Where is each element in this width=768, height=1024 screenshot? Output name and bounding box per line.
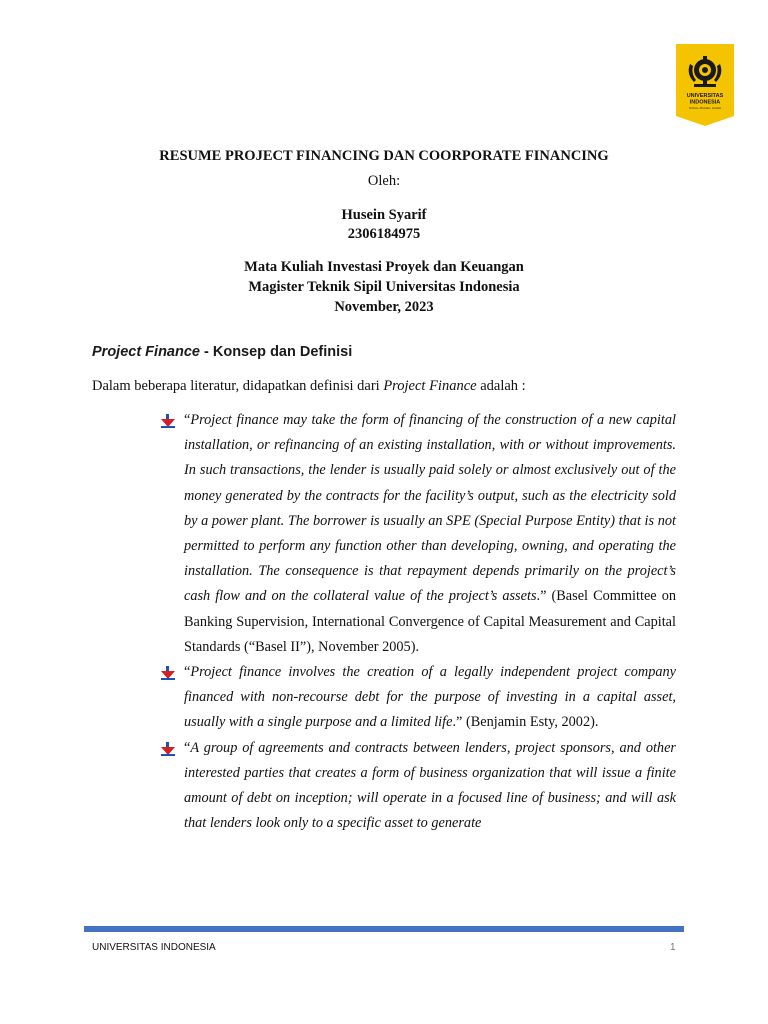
author-block	[0, 206, 768, 244]
quote-open: “	[184, 664, 191, 681]
list-item	[160, 408, 676, 660]
university-logo	[676, 44, 734, 126]
author-name: Husein Syarif	[341, 207, 427, 223]
definition-list	[160, 408, 676, 836]
quote-text: A group of agreements and contracts between lenders, project sponsors, and other interested parties that creates a form of business organization that will issue a finite amount of debt on inception; will operate in a focused line of business; and will ask that lenders look only to a specific asset to generate	[184, 739, 676, 832]
makara-seal-icon	[676, 44, 734, 126]
section-heading	[92, 344, 352, 360]
quote-open: “	[184, 412, 191, 428]
arrow-bullet-icon	[160, 741, 176, 757]
course-name: Mata Kuliah Investasi Proyek dan Keuangan	[244, 259, 524, 275]
footer-divider	[84, 926, 684, 932]
logo-name: UNIVERSITAS	[686, 93, 724, 99]
by-label: Oleh:	[367, 173, 401, 189]
page-number: 1	[670, 942, 676, 953]
quote-open: “	[184, 739, 191, 756]
document-title: RESUME PROJECT FINANCING DAN COORPORATE FINANCING	[159, 148, 609, 164]
arrow-bullet-icon	[160, 665, 176, 681]
intro-prefix: Dalam beberapa literatur, didapatkan definisi dari	[92, 378, 384, 394]
logo-motto: Veritas, Probitas, Iustitia	[689, 106, 721, 110]
student-id: 2306184975	[347, 226, 421, 242]
arrow-bullet-icon	[160, 413, 176, 429]
program-name: Magister Teknik Sipil Universitas Indonesia	[248, 279, 520, 295]
section-heading-em: Project Finance	[92, 344, 200, 360]
footer-institution: UNIVERSITAS INDONESIA	[92, 942, 216, 953]
logo-name-2: INDONESIA	[689, 99, 721, 106]
quote-text: Project finance may take the form of financing of the construction of a new capital installation, or refinancing of an existing installation, with or without improvements. In such transactions, the lender is usually paid solely or almost exclusively out of the money generated by the contracts for the facility’s output, such as the electricity sold by a power plant. The borrower is usually an SPE (Special Purpose Entity) that is not permitted to perform any function other than developing, owning, and operating the installation. The consequence is that repayment depends primarily on the project’s cash flow and on the collateral value of the project’s assets	[184, 412, 676, 605]
intro-paragraph	[92, 378, 526, 395]
quote-citation: .” (Basel Committee on Banking Supervision, International Convergence of Capital Measurement and Capital Standards (“Basel II”), November 2005).	[184, 588, 677, 655]
quote-text: Project finance involves the creation of a legally independent project company financed with non-recourse debt for the purpose of investing in a capital asset, usually with a single purpose and a limited life	[184, 664, 676, 731]
intro-em: Project Finance	[383, 378, 477, 394]
course-block	[0, 257, 768, 317]
list-item	[160, 660, 676, 736]
list-item	[160, 736, 676, 837]
quote-citation: .” (Benjamin Esty, 2002).	[452, 714, 599, 731]
section-heading-rest: - Konsep dan Definisi	[199, 344, 353, 360]
document-date: November, 2023	[334, 299, 434, 315]
intro-suffix: adalah :	[476, 378, 526, 394]
